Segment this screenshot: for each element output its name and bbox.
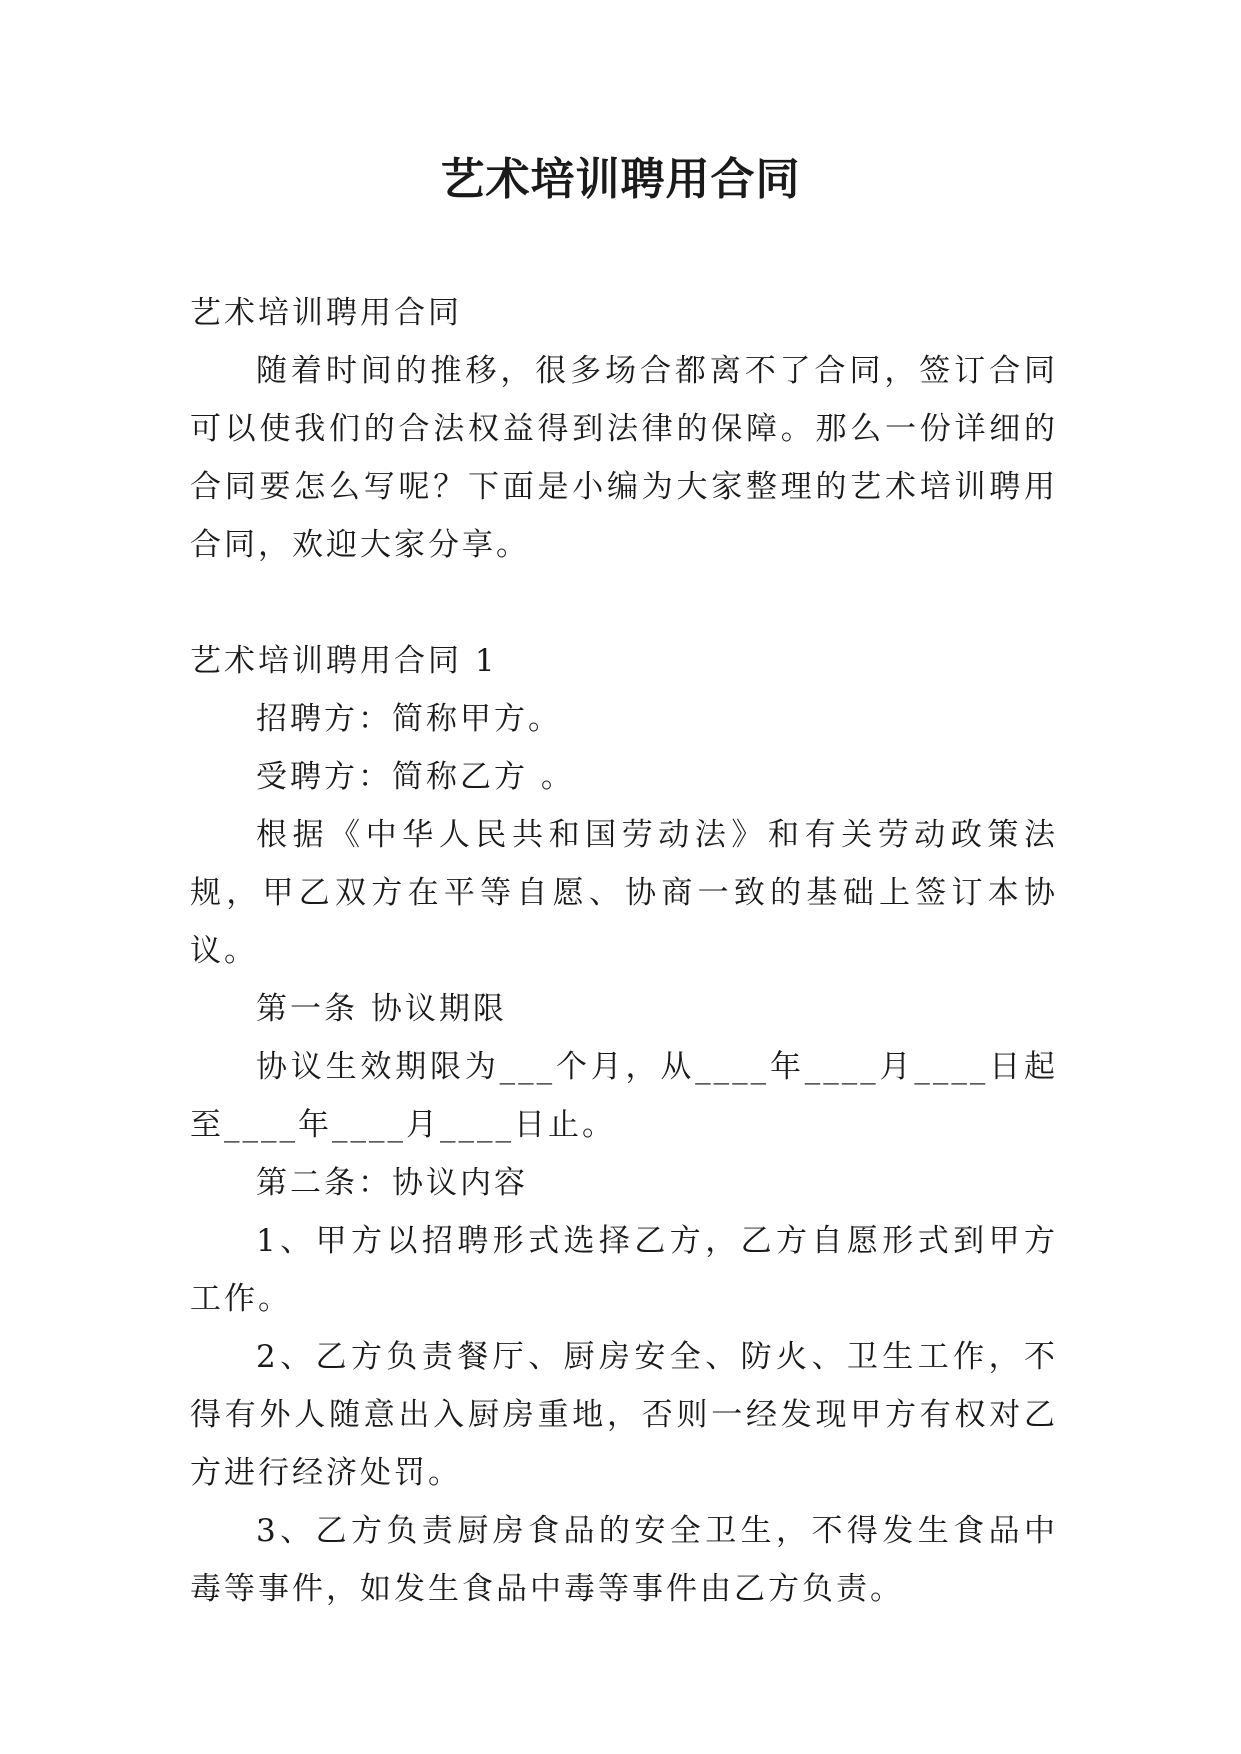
legal-basis-paragraph: 根据《中华人民共和国劳动法》和有关劳动政策法规，甲乙双方在平等自愿、协商一致的基础上签订本协议。: [190, 817, 1058, 969]
article-2-heading: 第二条：协议内容: [256, 1165, 528, 1201]
clause-3: 3、乙方负责厨房食品的安全卫生，不得发生食品中毒等事件，如发生食品中毒等事件由乙方负责。: [190, 1513, 1058, 1607]
article-1-heading: 第一条 协议期限: [256, 991, 507, 1027]
intro-paragraph: 随着时间的推移，很多场合都离不了合同，签订合同可以使我们的合法权益得到法律的保障。那么一份详细的合同要怎么写呢？下面是小编为大家整理的艺术培训聘用合同，欢迎大家分享。: [190, 353, 1058, 563]
employee-line: 受聘方：简称乙方 。: [256, 759, 575, 795]
clause-1: 1、甲方以招聘形式选择乙方，乙方自愿形式到甲方工作。: [190, 1223, 1058, 1317]
document-body: [190, 284, 1058, 1618]
paragraph-gap: [190, 574, 1058, 632]
employer-line: 招聘方：简称甲方。: [256, 701, 562, 737]
document-title: 艺术培训聘用合同: [440, 154, 801, 205]
section-heading: 艺术培训聘用合同: [190, 295, 462, 331]
term-paragraph: 协议生效期限为___个月，从____年____月____日起至____年____月____日止。: [190, 1049, 1058, 1143]
contract-heading: 艺术培训聘用合同 1: [190, 643, 498, 679]
clause-2: 2、乙方负责餐厅、厨房安全、防火、卫生工作，不得有外人随意出入厨房重地，否则一经发现甲方有权对乙方进行经济处罚。: [190, 1339, 1058, 1491]
